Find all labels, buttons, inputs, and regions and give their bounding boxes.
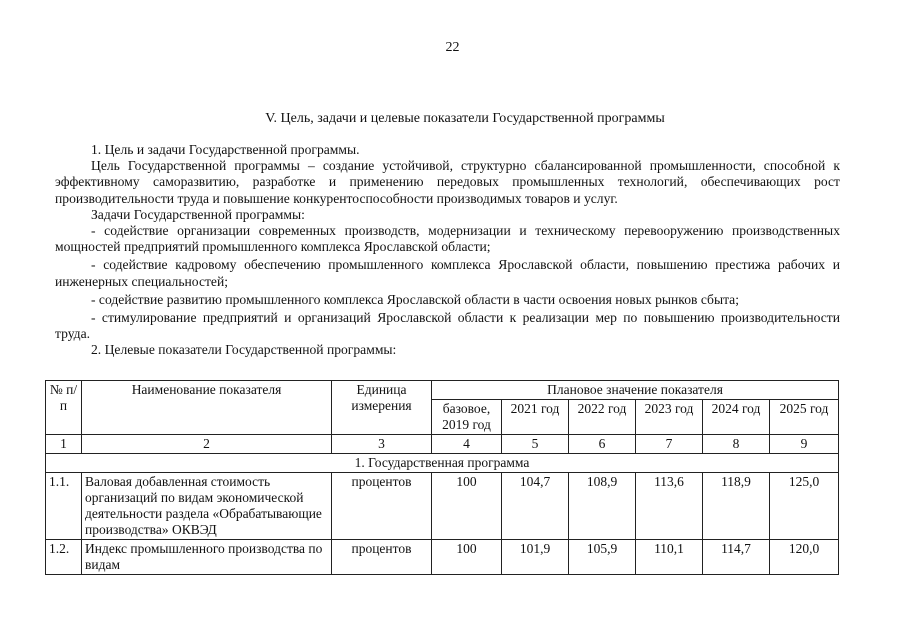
row-value: 101,9 (502, 540, 569, 575)
row-value: 104,7 (502, 473, 569, 540)
header-year: 2024 год (703, 400, 770, 435)
row-name: Валовая добавленная стоимость организаций по видам экономической деятельности раздела «Обрабатывающие производства» ОКВЭД (82, 473, 332, 540)
indicators-table (45, 380, 839, 575)
row-value: 100 (432, 473, 502, 540)
table-row (46, 473, 839, 540)
header-unit: Единица измерения (332, 381, 432, 435)
col-number: 8 (703, 435, 770, 454)
table-row (46, 540, 839, 575)
header-planned: Плановое значение показателя (432, 381, 839, 400)
header-year: 2023 год (636, 400, 703, 435)
row-value: 110,1 (636, 540, 703, 575)
row-unit: процентов (332, 540, 432, 575)
col-number: 7 (636, 435, 703, 454)
row-value: 108,9 (569, 473, 636, 540)
row-value: 125,0 (770, 473, 839, 540)
row-value: 118,9 (703, 473, 770, 540)
tasks-title: Задачи Государственной программы: (91, 206, 305, 222)
task-item: - содействие организации современных производств, модернизации и техническому перевооружению производственных мощностей предприятий промышленного комплекса Ярославской области; (55, 223, 840, 255)
col-number: 4 (432, 435, 502, 454)
header-year: 2021 год (502, 400, 569, 435)
header-year: базовое, 2019 год (432, 400, 502, 435)
header-name: Наименование показателя (82, 381, 332, 435)
task-item: - содействие кадровому обеспечению промышленного комплекса Ярославской области, повышению престижа рабочих и инженерных специальностей; (55, 257, 840, 289)
section-row-label: 1. Государственная программа (46, 454, 839, 473)
header-num: № п/п (46, 381, 82, 435)
col-number: 3 (332, 435, 432, 454)
row-value: 114,7 (703, 540, 770, 575)
row-num: 1.2. (46, 540, 82, 575)
row-value: 120,0 (770, 540, 839, 575)
col-number: 2 (82, 435, 332, 454)
col-number: 1 (46, 435, 82, 454)
section-row (46, 454, 839, 473)
header-year: 2022 год (569, 400, 636, 435)
task-item: - содействие развитию промышленного комплекса Ярославской области в части освоения новых рынков сбыта; (91, 291, 739, 307)
section-title: V. Цель, задачи и целевые показатели Государственной программы (265, 111, 665, 126)
header-row (46, 381, 839, 400)
col-number: 5 (502, 435, 569, 454)
row-value: 113,6 (636, 473, 703, 540)
page-number: 22 (445, 40, 460, 55)
body-text (55, 142, 840, 359)
row-num: 1.1. (46, 473, 82, 540)
col-number: 6 (569, 435, 636, 454)
row-unit: процентов (332, 473, 432, 540)
heading-goals-tasks: 1. Цель и задачи Государственной программы. (91, 142, 360, 157)
task-item: - стимулирование предприятий и организаций Ярославской области к реализации мер по повышению производительности труда. (55, 310, 840, 342)
header-year: 2025 год (770, 400, 839, 435)
goal-paragraph: Цель Государственной программы – создание устойчивой, структурно сбалансированной промышленности, способной к эффективному саморазвитию, разработке и применению передовых промышленных технологий, обеспечивающих рост производительности труда и повышение конкурентоспособности производимых товаров и услуг. (55, 158, 840, 206)
row-value: 100 (432, 540, 502, 575)
col-number: 9 (770, 435, 839, 454)
row-name: Индекс промышленного производства по видам (82, 540, 332, 575)
column-numbers-row (46, 435, 839, 454)
heading-target-indicators: 2. Целевые показатели Государственной программы: (91, 342, 397, 358)
row-value: 105,9 (569, 540, 636, 575)
